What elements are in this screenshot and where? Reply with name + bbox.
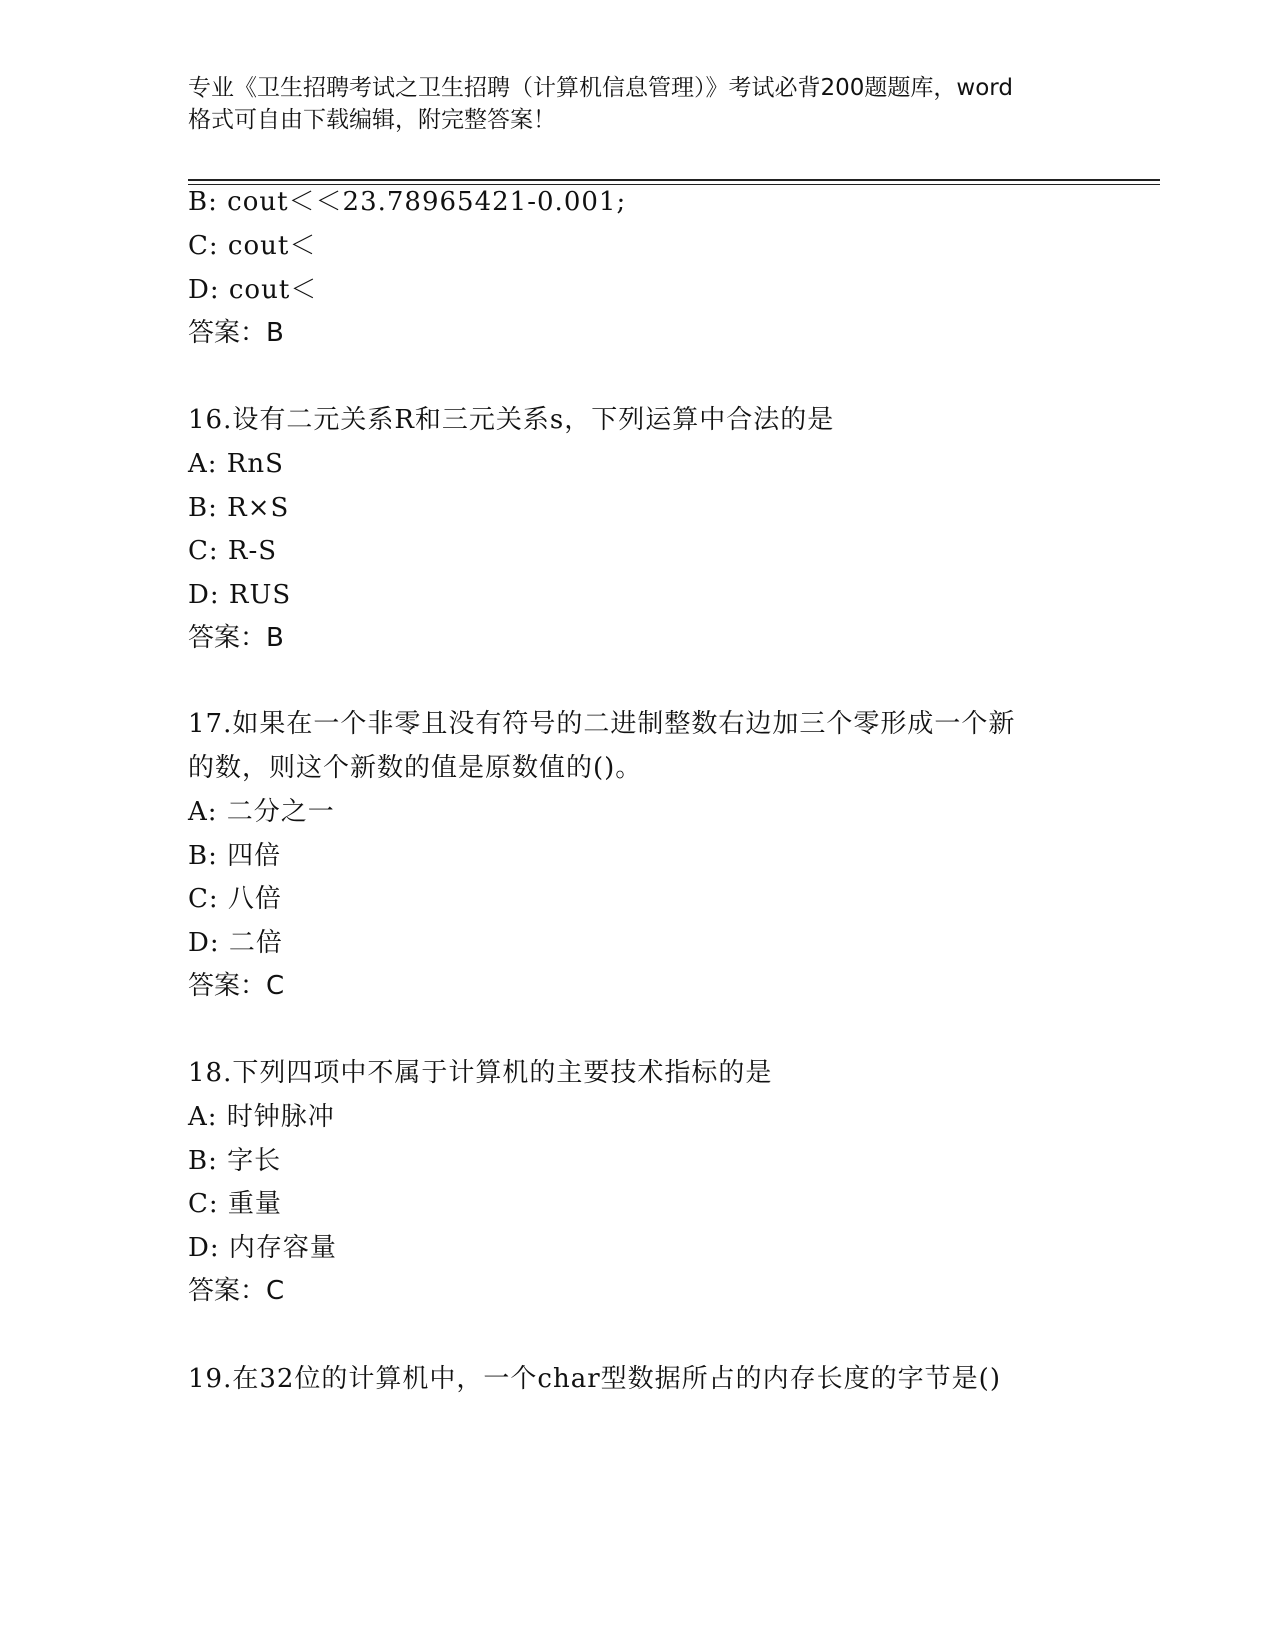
prev-option-c: C: cout＜ <box>188 231 317 261</box>
q17-option-b: B: 四倍 <box>188 841 282 871</box>
q18-option-c: C: 重量 <box>188 1189 282 1219</box>
q17-option-c: C: 八倍 <box>188 884 282 914</box>
q16-answer: 答案：B <box>188 623 284 653</box>
header-line-2: 格式可自由下载编辑，附完整答案！ <box>188 107 556 133</box>
prev-option-d: D: cout＜ <box>188 275 318 305</box>
q16-option-a: A: RnS <box>188 449 284 479</box>
header-line-1: 专业《卫生招聘考试之卫生招聘（计算机信息管理）》考试必背200题题库，word <box>188 75 1013 101</box>
q16-option-d: D: RUS <box>188 580 292 610</box>
q18-option-b: B: 字长 <box>188 1146 282 1176</box>
q18-option-d: D: 内存容量 <box>188 1233 337 1263</box>
q17-option-d: D: 二倍 <box>188 928 283 958</box>
q19-stem: 19.在32位的计算机中，一个char型数据所占的内存长度的字节是() <box>188 1364 1001 1394</box>
q17-option-a: A: 二分之一 <box>188 797 335 827</box>
document-header <box>188 72 1088 136</box>
header-divider-thin <box>188 184 1160 185</box>
q16-option-c: C: R-S <box>188 536 278 566</box>
q17-stem-line-1: 17.如果在一个非零且没有符号的二进制整数右边加三个零形成一个新 <box>188 709 1016 739</box>
q16-stem: 16.设有二元关系R和三元关系s，下列运算中合法的是 <box>188 405 835 435</box>
q17-answer: 答案：C <box>188 971 285 1001</box>
q18-answer: 答案：C <box>188 1276 285 1306</box>
prev-answer: 答案：B <box>188 318 284 348</box>
q18-option-a: A: 时钟脉冲 <box>188 1102 335 1132</box>
q17-stem-line-2: 的数，则这个新数的值是原数值的()。 <box>188 753 643 783</box>
header-divider-thick <box>188 179 1160 181</box>
q16-option-b: B: R×S <box>188 493 290 523</box>
prev-option-b: B: cout＜＜23.78965421-0.001; <box>188 187 627 217</box>
q18-stem: 18.下列四项中不属于计算机的主要技术指标的是 <box>188 1058 773 1088</box>
